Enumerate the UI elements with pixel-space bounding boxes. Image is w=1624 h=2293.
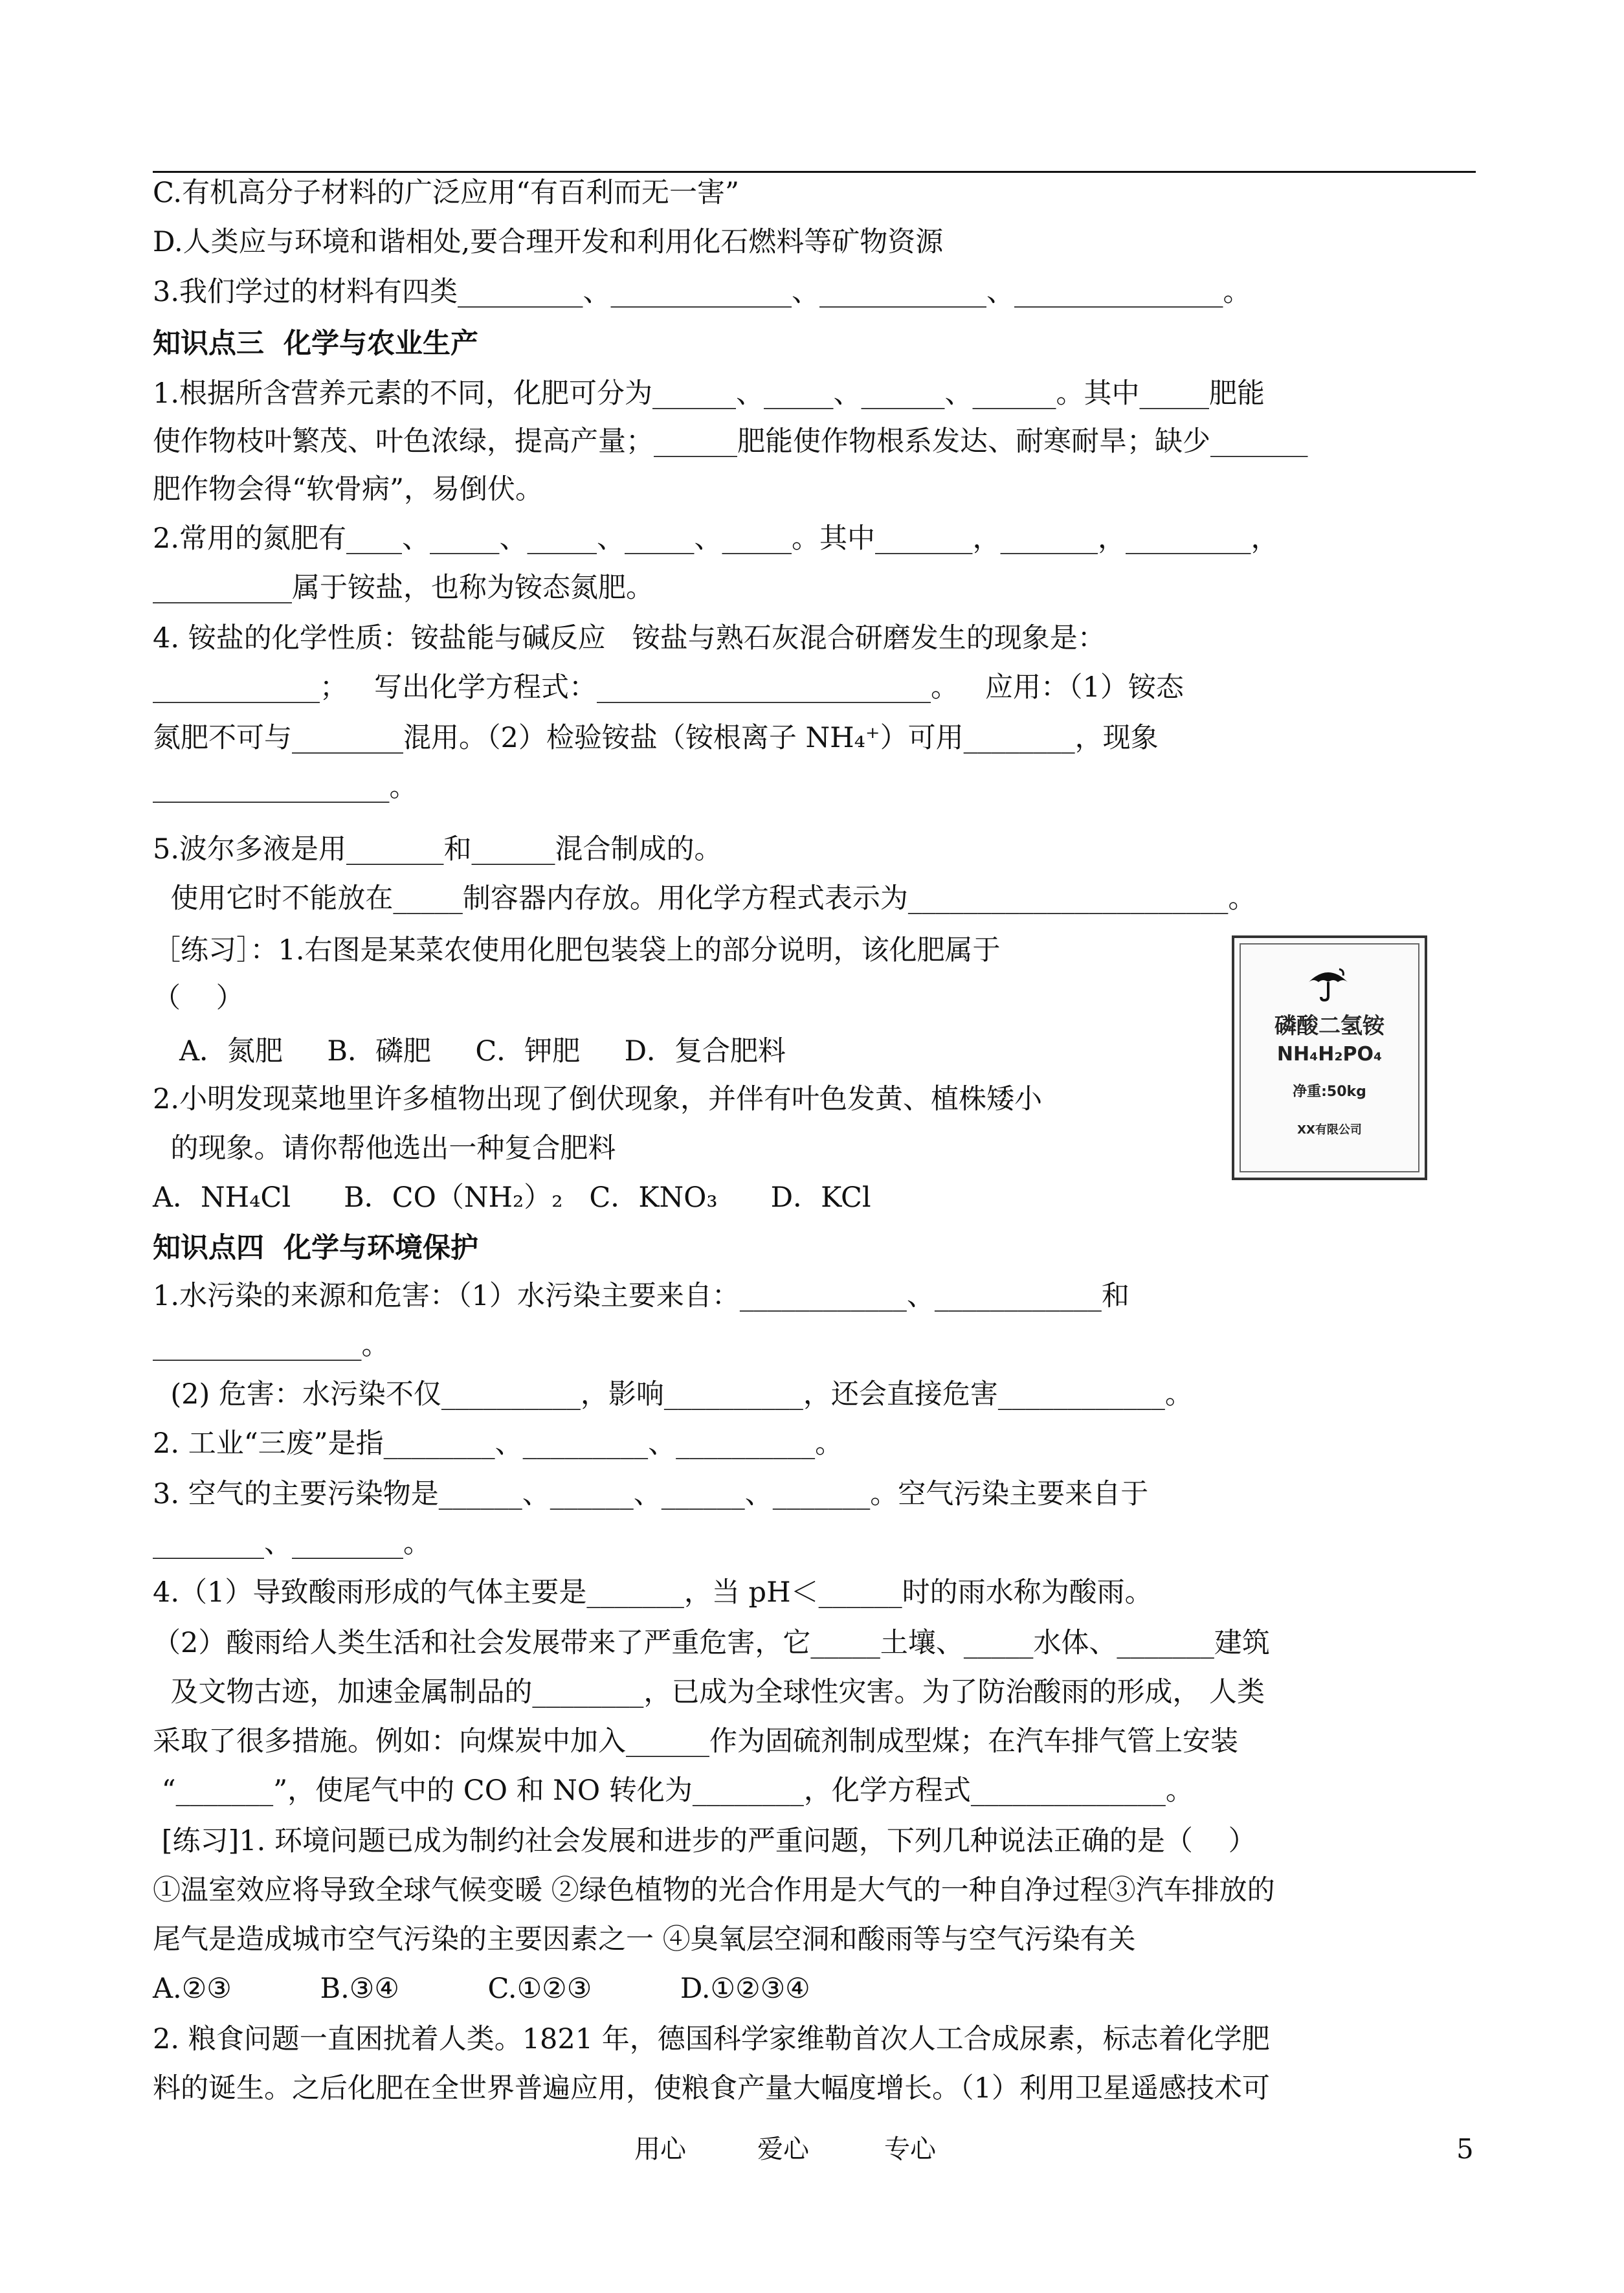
text-line: D.人类应与环境和谐相处,要合理开发和利用化石燃料等矿物资源 — [153, 226, 944, 258]
bag-formula: NH₄H₂PO₄ — [1276, 1043, 1383, 1066]
bag-company: XX有限公司 — [1297, 1123, 1362, 1137]
text-line: 1.水污染的来源和危害：（1）水污染主要来自：____________、____________和 — [153, 1280, 1129, 1312]
text-line: 尾气是造成城市空气污染的主要因素之一 ④臭氧层空洞和酸雨等与空气污染有关 — [153, 1923, 1136, 1956]
text-line: A．氮肥 B．磷肥 C．钾肥 D．复合肥料 — [153, 1035, 786, 1068]
text-line: 2.小明发现菜地里许多植物出现了倒伏现象，并伴有叶色发黄、植株矮小 — [153, 1083, 1043, 1115]
text-line: 1.根据所含营养元素的不同，化肥可分为______、_____、______、______。其中_____肥能 — [153, 377, 1265, 410]
text-line: ［练习］：1.右图是某菜农使用化肥包装袋上的部分说明，该化肥属于 — [153, 934, 1001, 967]
text-line: C.有机高分子材料的广泛应用“有百利而无一害” — [153, 177, 740, 209]
bag-weight: 净重:50kg — [1293, 1084, 1366, 1100]
text-line: 使用它时不能放在_____制容器内存放。用化学方程式表示为_______________________。 — [153, 882, 1256, 915]
text-line: ____________； 写出化学方程式：________________________。 应用：（1）铵态 — [153, 671, 1184, 704]
text-line: __________属于铵盐，也称为铵态氮肥。 — [153, 572, 654, 604]
text-line: 肥作物会得“软骨病”，易倒伏。 — [153, 473, 543, 506]
text-line: [练习]1. 环境问题已成为制约社会发展和进步的严重问题，下列几种说法正确的是（ ） — [153, 1825, 1256, 1857]
text-line: 4.（1）导致酸雨形成的气体主要是_______，当 pH＜______时的雨水称为酸雨。 — [153, 1576, 1153, 1609]
footer-word: 爱心 — [757, 2134, 809, 2164]
section-heading: 知识点四 化学与环境保护 — [153, 1232, 478, 1264]
text-line: 3.我们学过的材料有四类_________、_____________、____________、_______________。 — [153, 276, 1251, 308]
text-line: 3. 空气的主要污染物是______、______、______、_______。空气污染主要来自于 — [153, 1478, 1149, 1510]
text-line: A．NH₄Cl B．CO（NH₂）₂ C．KNO₃ D．KCl — [153, 1181, 871, 1214]
text-line: 2. 工业“三废”是指________、_________、__________。 — [153, 1427, 843, 1460]
text-line: ________、________。 — [153, 1527, 431, 1560]
umbrella-icon — [1306, 963, 1351, 1001]
text-line: 采取了很多措施。例如：向煤炭中加入______作为固硫剂制成型煤；在汽车排气管上安装 — [153, 1725, 1238, 1758]
text-line: （2）酸雨给人类生活和社会发展带来了严重危害，它_____土壤、_____水体、_______建筑 — [153, 1627, 1270, 1659]
text-line: 氮肥不可与________混用。（2）检验铵盐（铵根离子 NH₄⁺）可用________，现象 — [153, 722, 1159, 754]
text-line: 2.常用的氮肥有____、_____、_____、_____、_____。其中_______，_______，_________， — [153, 522, 1279, 555]
text-line: （ ） — [153, 982, 244, 1014]
text-line: _________________。 — [153, 771, 417, 803]
text-line: 料的诞生。之后化肥在全世界普遍应用，使粮食产量大幅度增长。（1）利用卫星遥感技术可 — [153, 2072, 1270, 2105]
text-line: ①温室效应将导致全球气候变暖 ②绿色植物的光合作用是大气的一种自净过程③汽车排放的 — [153, 1874, 1275, 1907]
section-heading: 知识点三 化学与农业生产 — [153, 328, 478, 360]
bag-product-name: 磷酸二氢铵 — [1274, 1013, 1385, 1039]
footer-word: 专心 — [884, 2134, 936, 2164]
text-line: 及文物古迹，加速金属制品的________，已成为全球性灾害。为了防治酸雨的形成， 人类 — [153, 1676, 1265, 1708]
text-line: 2. 粮食问题一直困扰着人类。1821 年，德国科学家维勒首次人工合成尿素，标志着化学肥 — [153, 2023, 1270, 2055]
text-line: 的现象。请你帮他选出一种复合肥料 — [153, 1132, 616, 1165]
text-line: A.②③ B.③④ C.①②③ D.①②③④ — [153, 1973, 810, 2005]
page-number: 5 — [1456, 2133, 1474, 2165]
text-line: 使作物枝叶繁茂、叶色浓绿，提高产量；______肥能使作物根系发达、耐寒耐旱；缺少_______ — [153, 425, 1308, 458]
footer-word: 用心 — [634, 2134, 686, 2164]
fertilizer-bag-image — [1232, 935, 1427, 1180]
text-line: 5.波尔多液是用_______和______混合制成的。 — [153, 833, 722, 866]
text-line: 4. 铵盐的化学性质：铵盐能与碱反应 铵盐与熟石灰混合研磨发生的现象是： — [153, 622, 1106, 654]
header-rule — [153, 171, 1476, 173]
text-line: (2) 危害：水污染不仅__________，影响__________，还会直接危害____________。 — [153, 1378, 1193, 1411]
text-line: _______________。 — [153, 1329, 390, 1361]
text-line: “_______”，使尾气中的 CO 和 NO 转化为________，化学方程式______________。 — [153, 1774, 1194, 1807]
